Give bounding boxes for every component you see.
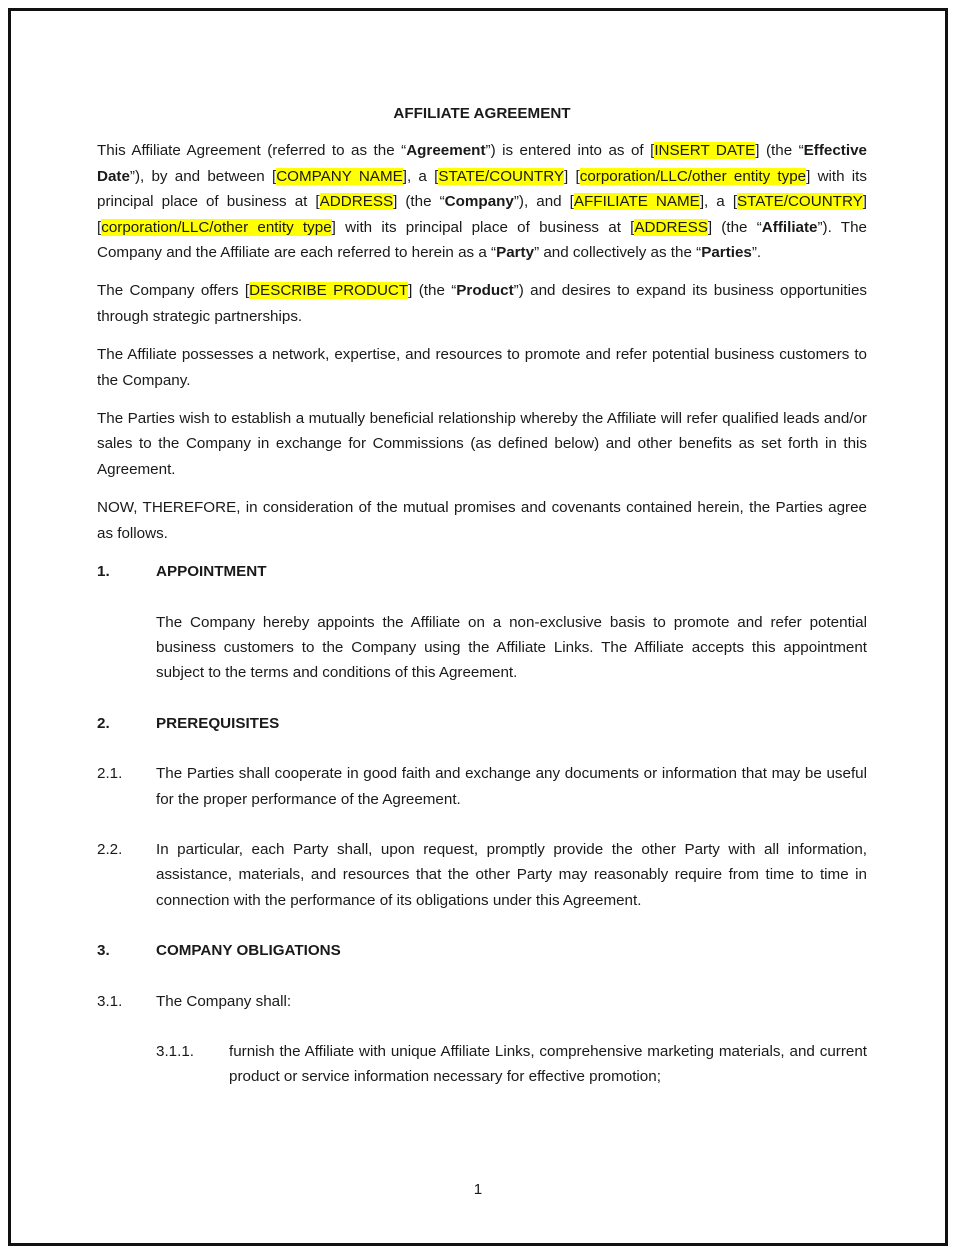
- clause-2-1: [97, 761, 867, 812]
- text: This Affiliate Agreement (referred to as the “: [97, 142, 407, 160]
- text: ] (the “: [707, 218, 762, 236]
- recital-product: [97, 278, 867, 329]
- clause-3-1-1: [156, 1039, 867, 1090]
- recital-affiliate: The Affiliate possesses a network, expertise, and resources to promote and refer potential business customers to the Company.: [97, 346, 867, 389]
- defined-term-affiliate: Affiliate: [761, 218, 818, 236]
- placeholder-state-country: STATE/COUNTRY: [737, 193, 863, 211]
- intro-paragraph: [97, 138, 867, 265]
- placeholder-company-name: COMPANY NAME: [276, 167, 403, 185]
- text: ] (the “: [408, 282, 457, 300]
- placeholder-entity-type: corporation/LLC/other entity type: [579, 167, 807, 185]
- text: ] with its principal place of business at [: [331, 218, 635, 236]
- placeholder-insert-date: INSERT DATE: [654, 142, 756, 160]
- text: ”), by and between [: [129, 167, 277, 185]
- placeholder-address: ADDRESS: [319, 193, 394, 211]
- clause-2-2: [97, 837, 867, 913]
- document-body: [97, 101, 867, 1090]
- clause-text: furnish the Affiliate with unique Affiliate Links, comprehensive marketing materials, and current product or service information necessary for effective promotion;: [229, 1042, 867, 1086]
- text: ” and collectively as the “: [534, 244, 702, 262]
- placeholder-affiliate-name: AFFILIATE NAME: [573, 193, 700, 211]
- text: ”), and [: [513, 193, 574, 211]
- clause-text: The Company shall:: [156, 992, 292, 1010]
- clause-number: 3.1.1.: [156, 1042, 194, 1060]
- document-title: AFFILIATE AGREEMENT: [393, 105, 571, 122]
- text: ”) is entered into as of [: [485, 142, 655, 160]
- section-title: APPOINTMENT: [156, 563, 267, 581]
- text: ] [: [97, 193, 868, 236]
- defined-term-company: Company: [444, 193, 514, 211]
- text: ”). The Company and the Affiliate are each referred to herein as a “: [97, 218, 867, 262]
- defined-term-product: Product: [456, 282, 514, 300]
- document-page: [8, 8, 948, 1246]
- clause-3-1: [97, 989, 867, 1014]
- defined-term-parties: Parties: [701, 244, 752, 262]
- section-title: COMPANY OBLIGATIONS: [156, 942, 341, 960]
- clause-text: The Parties shall cooperate in good faith and exchange any documents or information that may be useful for the proper performance of the Agreement.: [156, 765, 867, 808]
- text: ], a [: [699, 193, 738, 211]
- defined-term-effective-date: Effective Date: [97, 142, 867, 185]
- text: ”.: [751, 244, 762, 262]
- page-number: 1: [473, 1181, 483, 1198]
- text: ] with its principal place of business at [: [97, 167, 867, 211]
- placeholder-entity-type: corporation/LLC/other entity type: [101, 218, 332, 236]
- text: ”) and desires to expand its business opportunities through strategic partnerships.: [97, 282, 867, 325]
- recital-relationship: The Parties wish to establish a mutually beneficial relationship whereby the Affiliate will refer qualified leads and/or sales to the Company in exchange for Commissions (as defined below) and other benefits as set forth in this Agreement.: [97, 410, 867, 478]
- section-3-heading: [97, 938, 867, 963]
- section-number: 2.: [97, 714, 110, 732]
- defined-term-agreement: Agreement: [406, 142, 486, 160]
- text: ] (the “: [393, 193, 445, 211]
- section-1-body: The Company hereby appoints the Affiliate on a non-exclusive basis to promote and refer potential business customers to the Company using the Affiliate Links. The Affiliate accepts this appointment subject to the terms and conditions of this Agreement.: [156, 613, 867, 682]
- clause-text: In particular, each Party shall, upon request, promptly provide the other Party with all information, assistance, materials, and resources that the other Party may reasonably require from time to time in connection with the performance of its obligations under this Agreement.: [156, 840, 867, 909]
- section-1-heading: [97, 559, 867, 584]
- clause-number: 2.2.: [97, 840, 123, 858]
- section-number: 3.: [97, 942, 110, 960]
- text: ] [: [564, 167, 580, 185]
- defined-term-party: Party: [496, 244, 535, 262]
- placeholder-address: ADDRESS: [634, 218, 708, 236]
- section-2-heading: [97, 711, 867, 736]
- placeholder-state-country: STATE/COUNTRY: [438, 167, 565, 185]
- now-therefore-clause: NOW, THEREFORE, in consideration of the mutual promises and covenants contained herein, the Parties agree as follows.: [97, 499, 867, 542]
- placeholder-describe-product: DESCRIBE PRODUCT: [249, 282, 409, 300]
- text: ] (the “: [755, 142, 804, 160]
- section-number: 1.: [97, 563, 110, 581]
- text: The Company offers [: [97, 282, 250, 300]
- section-title: PREREQUISITES: [156, 714, 280, 732]
- text: ], a [: [402, 167, 439, 185]
- clause-number: 3.1.: [97, 992, 123, 1010]
- clause-number: 2.1.: [97, 765, 123, 783]
